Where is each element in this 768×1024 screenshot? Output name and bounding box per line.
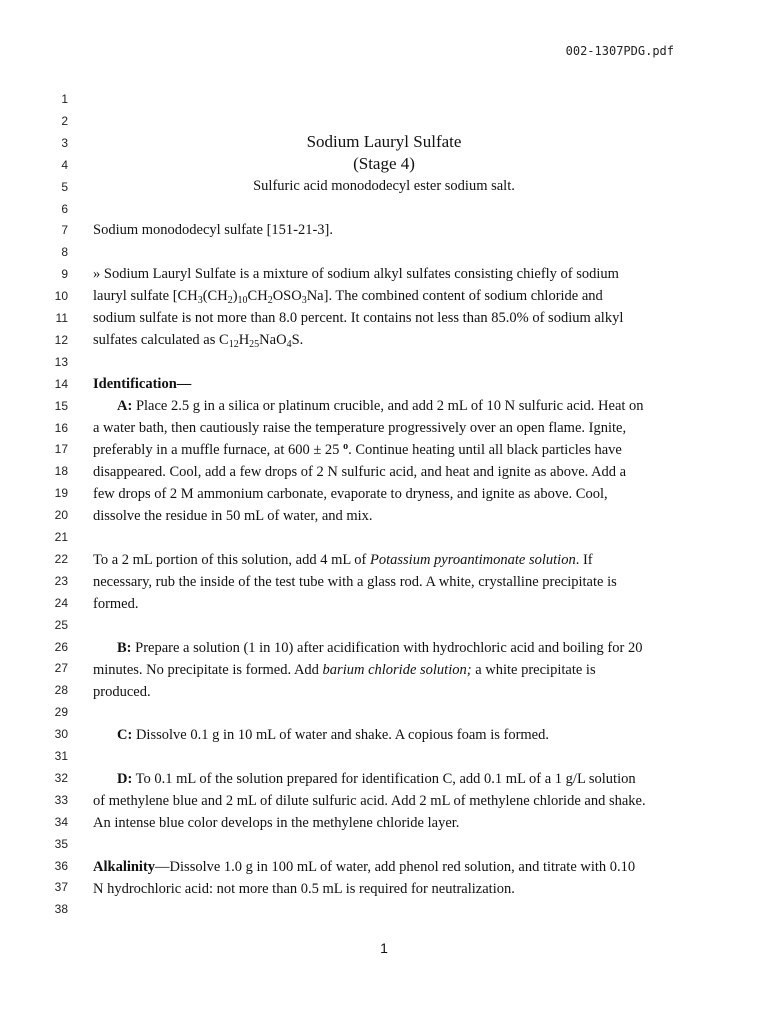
test-a-line-1: A: Place 2.5 g in a silica or platinum crucible, and add 2 mL of 10 N sulfuric acid. Heat on [117,398,644,414]
test-d-line-2: of methylene blue and 2 mL of dilute sulfuric acid. Add 2 mL of methylene chloride and shake. [93,793,646,809]
line-number: 27 [54,661,68,676]
test-b-label: B: [117,640,132,656]
pdf-filename: 002-1307PDG.pdf [565,44,674,58]
test-a2-line-2: necessary, rub the inside of the test tube with a glass rod. A white, crystalline precipitate is [93,574,617,590]
test-a-line-6: dissolve the residue in 50 mL of water, and mix. [93,508,373,524]
line-number: 29 [54,705,68,720]
test-a-line-4: disappeared. Cool, add a few drops of 2 N sulfuric acid, and heat and ignite as above. Add a [93,464,627,480]
line-number: 4 [61,157,68,172]
alkalinity-line-2: N hydrochloric acid: not more than 0.5 mL is required for neutralization. [93,881,515,897]
line-number: 31 [54,749,68,763]
line-number: 35 [54,836,68,851]
line-number: 18 [54,464,68,479]
line-number: 38 [54,902,68,917]
line-number: 11 [55,311,68,325]
line-number: 10 [54,289,68,304]
alkalinity-line-1: Alkalinity—Dissolve 1.0 g in 100 mL of water, add phenol red solution, and titrate with 0.10 [93,859,636,875]
line-number: 9 [61,267,68,282]
test-a-line-5: few drops of 2 M ammonium carbonate, evaporate to dryness, and ignite as above. Cool, [93,486,608,502]
line-number: 23 [54,573,68,588]
line-number: 12 [54,332,68,347]
line-number: 21 [54,530,68,544]
test-a-line-3: preferably in a muffle furnace, at 600 ± 25 $^o$. Continue heating until all black particles have [93,441,622,458]
line-number: 15 [54,398,68,413]
line-number: 14 [54,376,68,391]
test-b-line-3: produced. [93,684,151,700]
line-number: 1 [61,92,68,106]
line-number: 37 [54,880,68,895]
test-c-line-1: C: Dissolve 0.1 g in 10 mL of water and shake. A copious foam is formed. [117,727,549,743]
line-number: 30 [54,727,68,742]
line-number: 33 [54,792,68,807]
document-stage: (Stage 4) [353,154,415,173]
test-c-label: C: [117,727,133,743]
line-number: 17 [54,442,68,457]
line-number: 34 [54,814,68,829]
test-d-line-3: An intense blue color develops in the methylene chloride layer. [93,815,460,831]
line-number: 8 [61,245,68,260]
test-b-line-2: minutes. No precipitate is formed. Add barium chloride solution; a white precipitate is [93,662,596,678]
test-b-line-1: B: Prepare a solution (1 in 10) after acidification with hydrochloric acid and boiling for 20 [117,640,643,656]
definition-line-2: lauryl sulfate $[CH_3(CH_2)_{10}CH_2OSO_3Na]$. The combined content of sodium chloride and [93,288,603,306]
line-number: 28 [54,683,68,698]
line-number: 19 [54,486,68,501]
test-a-label: A: [117,398,133,414]
line-number: 7 [61,223,68,238]
line-number: 22 [54,551,68,566]
line-number: 26 [54,639,68,654]
line-number: 2 [61,113,68,128]
test-d-label: D: [117,771,133,787]
document-subtitle: Sulfuric acid monododecyl ester sodium salt. [253,178,515,194]
document-title: Sodium Lauryl Sulfate [306,132,462,151]
test-a2-line-3: formed. [93,596,139,612]
test-a-line-2: a water bath, then cautiously raise the temperature progressively over an open flame. Ignite, [93,420,627,436]
definition-line-4: sulfates calculated as $C_{12}H_{25}NaO_4S$. [93,332,304,350]
synonym-line: Sodium monododecyl sulfate [151-21-3]. [93,222,334,238]
line-number: 6 [61,201,68,216]
line-number: 13 [54,354,68,369]
line-number: 36 [54,858,68,873]
definition-line-1: » Sodium Lauryl Sulfate is a mixture of sodium alkyl sulfates consisting chiefly of sodium [93,266,619,282]
identification-heading: Identification— [93,376,192,392]
line-number: 5 [61,179,68,194]
test-d-line-1: D: To 0.1 mL of the solution prepared for identification C, add 0.1 mL of a 1 g/L solution [117,771,636,787]
line-number: 24 [54,595,68,610]
line-number: 25 [54,617,68,632]
line-number: 32 [54,770,68,785]
test-a2-line-1: To a 2 mL portion of this solution, add 4 mL of Potassium pyroantimonate solution. If [93,552,593,568]
line-number: 3 [61,135,68,150]
line-number: 16 [54,420,68,435]
alkalinity-heading: Alkalinity [93,859,156,875]
page-number: 1 [380,940,388,956]
line-number: 20 [54,508,68,523]
definition-line-3: sodium sulfate is not more than 8.0 percent. It contains not less than 85.0% of sodium alkyl [93,310,624,326]
